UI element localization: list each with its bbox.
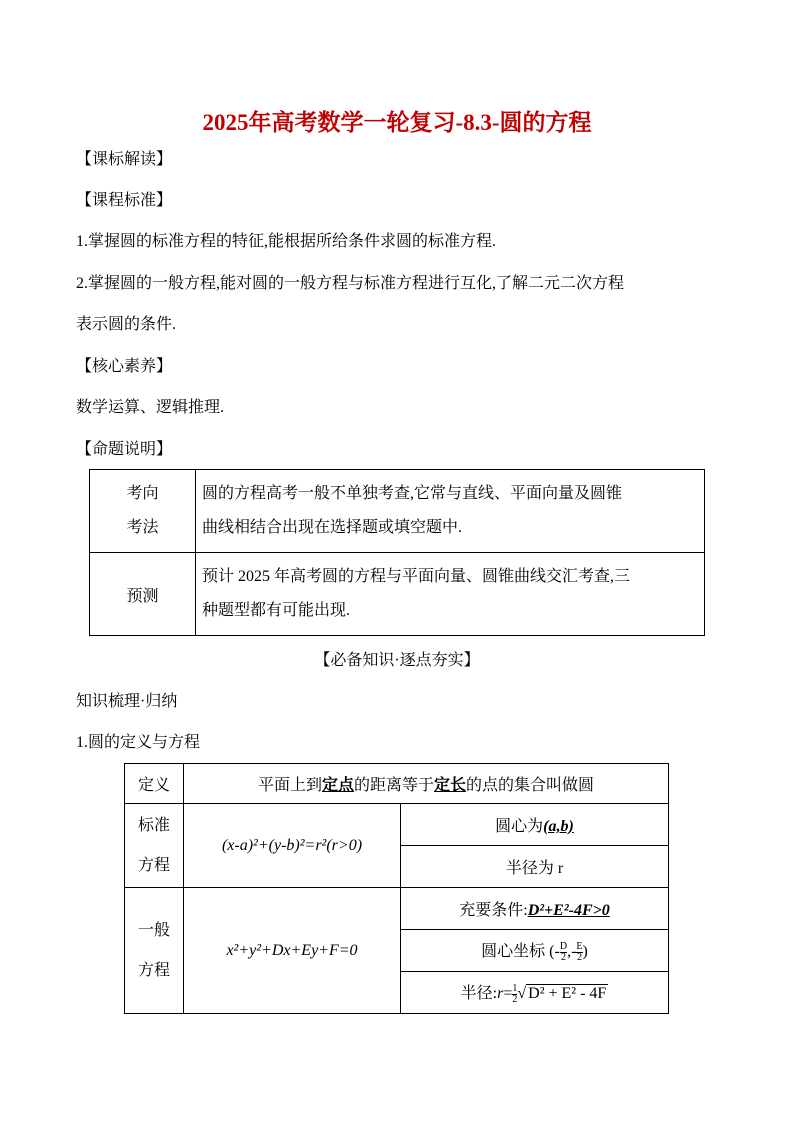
radius-sqrt: D² + E² - 4F [528, 985, 607, 1003]
condition-prefix: 充要条件: [459, 902, 528, 919]
heading-core-literacy: 【核心素养】 [76, 358, 173, 375]
standard-equation-label [125, 804, 184, 888]
heading-proposition: 【命题说明】 [76, 441, 173, 458]
proposition-table [89, 469, 705, 636]
item-circle-definition: 1.圆的定义与方程 [76, 734, 201, 751]
page-title: 2025年高考数学一轮复习-8.3-圆的方程 [202, 110, 592, 135]
standard-item-2-cont: 表示圆的条件. [76, 316, 177, 333]
frac-e-2: $\frac{E}{2}$ [576, 940, 583, 963]
literacy-text: 数学运算、逻辑推理. [76, 399, 225, 416]
fixed-length: 定长 [434, 777, 467, 794]
fixed-point: 定点 [321, 777, 354, 794]
direction-text-cell [196, 470, 705, 553]
general-equation-label [125, 888, 184, 1014]
knowledge-sorting: 知识梳理·归纳 [76, 693, 178, 710]
def-post: 的点的集合叫做圆 [466, 777, 595, 794]
forecast-text-line2: 种题型都有可能出现. [202, 602, 351, 619]
forecast-text-cell [196, 553, 705, 636]
definition-text [184, 764, 669, 804]
heading-essential-knowledge: 【必备知识·逐点夯实】 [314, 652, 480, 669]
frac-1-2: $\frac{1}{2}$ [512, 982, 518, 1005]
forecast-label: 预测 [90, 553, 196, 636]
gen-label-1: 一般 [137, 921, 170, 939]
circle-definition-table [124, 763, 669, 1014]
radius-prefix: 半径: [460, 985, 498, 1003]
center-coordinate-cell: 圆心坐标 (- $\frac{D}{2}$ ,- $\frac{E}{2}$ ) [401, 930, 669, 972]
heading-curriculum-standard: 【课程标准】 [76, 192, 173, 209]
direction-text-line2: 曲线相结合出现在选择题或填空题中. [202, 519, 463, 536]
center-value: (a,b) [543, 818, 574, 835]
frac-d-2: $\frac{D}{2}$ [559, 940, 568, 963]
heading-curriculum-reading: 【课标解读】 [76, 151, 173, 168]
condition-value: D²+E²-4F>0 [527, 902, 610, 919]
direction-text-line1: 圆的方程高考一般不单独考查,它常与直线、平面向量及圆锥 [202, 485, 623, 502]
radius-text: 半径为 r [401, 846, 669, 888]
general-radius-cell: 半径:r= $\frac{1}{2}$ √ D² + E² - 4F [401, 972, 669, 1014]
definition-label: 定义 [125, 764, 184, 804]
standard-equation: (x-a)²+(y-b)²=r²(r>0) [184, 804, 401, 888]
forecast-text-line1: 预计 2025 年高考圆的方程与平面向量、圆锥曲线交汇考查,三 [202, 568, 631, 585]
gen-label-2: 方程 [137, 961, 170, 979]
std-label-1: 标准 [137, 816, 170, 834]
standard-item-1: 1.掌握圆的标准方程的特征,能根据所给条件求圆的标准方程. [76, 233, 497, 250]
def-mid: 的距离等于 [353, 777, 434, 794]
general-equation: x²+y²+Dx+Ey+F=0 [184, 888, 401, 1014]
direction-label: 考向 [126, 485, 159, 502]
condition-cell [401, 888, 669, 930]
center-cell [401, 804, 669, 846]
direction-method-cell [90, 470, 196, 553]
def-pre: 平面上到 [257, 777, 322, 794]
center-prefix: 圆心为 [495, 818, 544, 835]
coord-prefix: 圆心坐标 [481, 943, 546, 961]
std-label-2: 方程 [137, 856, 170, 874]
method-label: 考法 [126, 519, 159, 536]
standard-item-2: 2.掌握圆的一般方程,能对圆的一般方程与标准方程进行互化,了解二元二次方程 [76, 275, 625, 292]
